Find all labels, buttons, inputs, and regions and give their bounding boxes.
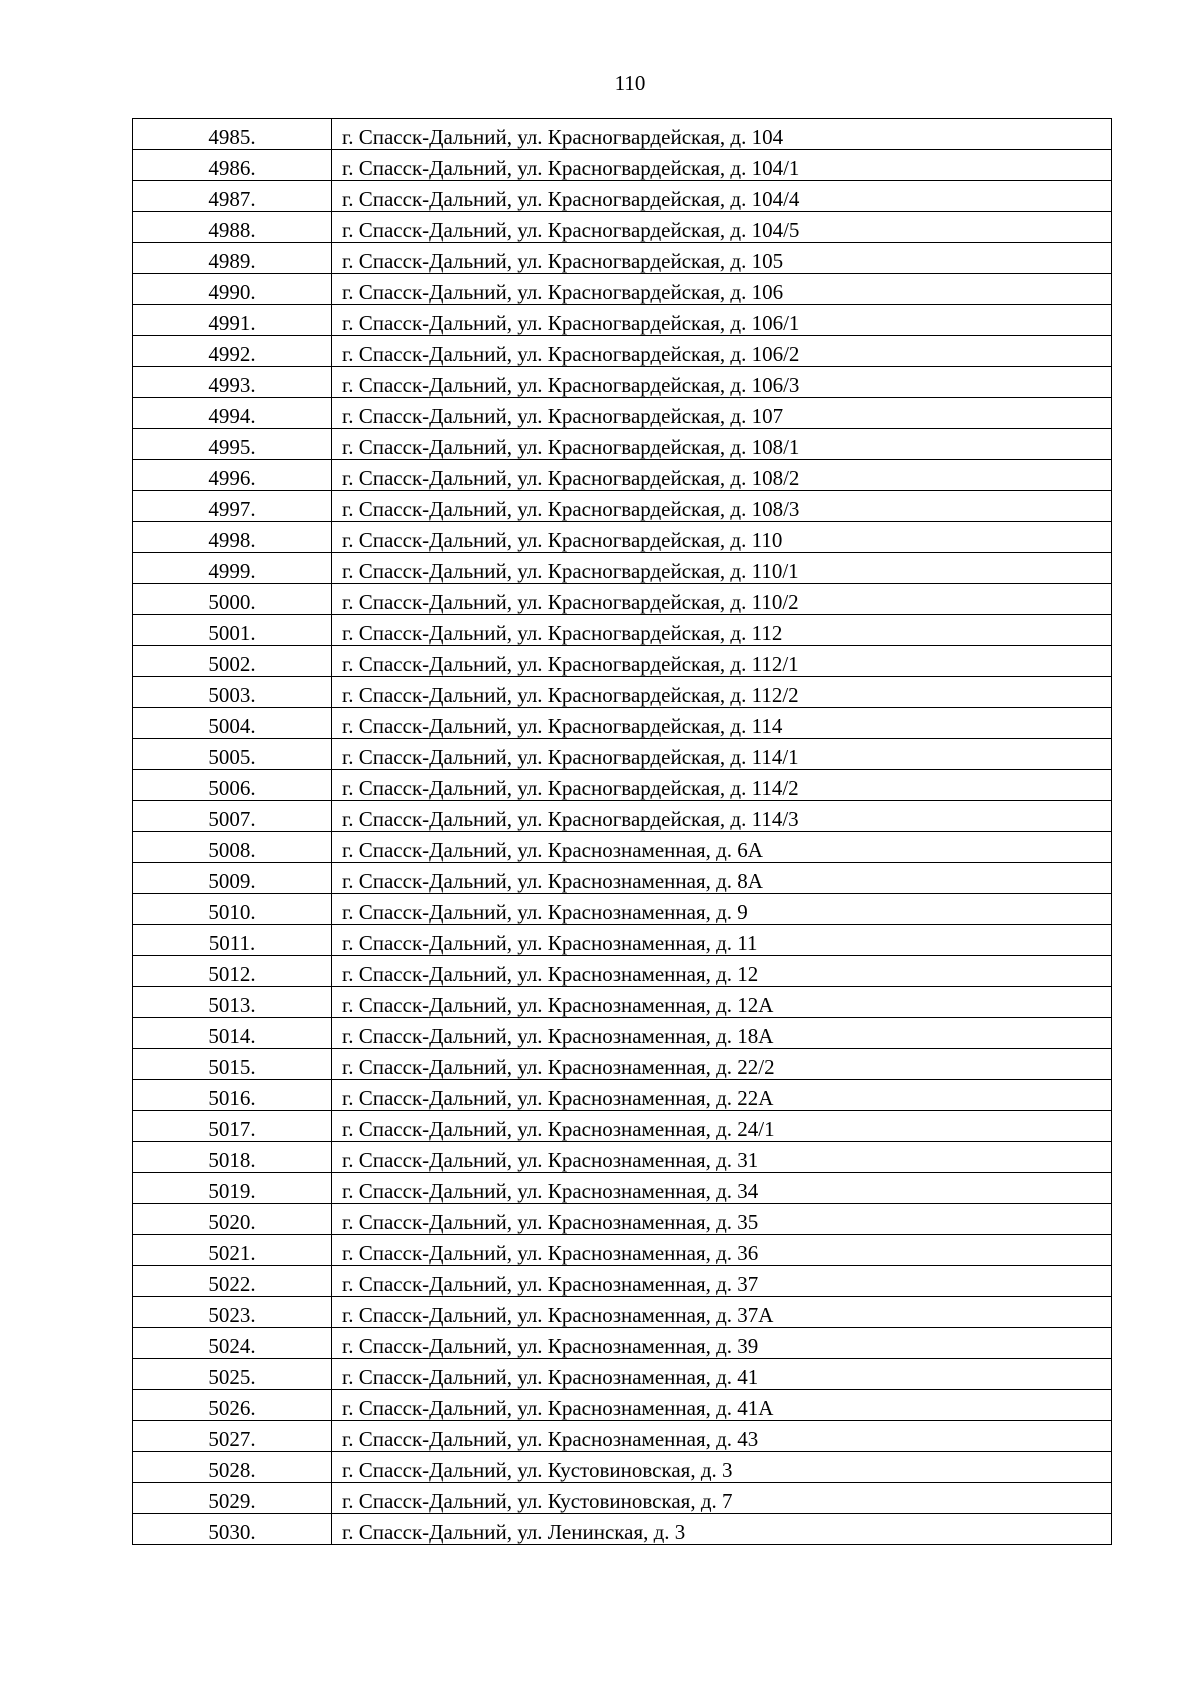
table-row [133, 491, 1112, 522]
row-number-cell: 4988. [133, 212, 332, 243]
address-cell: г. Спасск-Дальний, ул. Красногвардейская, д. 112 [332, 615, 1112, 646]
address-cell: г. Спасск-Дальний, ул. Красногвардейская, д. 114 [332, 708, 1112, 739]
row-number-cell: 5028. [133, 1452, 332, 1483]
table-row [133, 212, 1112, 243]
table-row [133, 894, 1112, 925]
address-cell: г. Спасск-Дальний, ул. Красногвардейская, д. 106/2 [332, 336, 1112, 367]
address-cell: г. Спасск-Дальний, ул. Красногвардейская, д. 106/3 [332, 367, 1112, 398]
address-cell: г. Спасск-Дальний, ул. Красногвардейская, д. 104 [332, 119, 1112, 150]
row-number-cell: 4991. [133, 305, 332, 336]
address-cell: г. Спасск-Дальний, ул. Краснознаменная, д. 8А [332, 863, 1112, 894]
row-number-cell: 5014. [133, 1018, 332, 1049]
table-row [133, 398, 1112, 429]
address-cell: г. Спасск-Дальний, ул. Красногвардейская, д. 104/4 [332, 181, 1112, 212]
table-row [133, 1297, 1112, 1328]
address-cell: г. Спасск-Дальний, ул. Краснознаменная, д. 36 [332, 1235, 1112, 1266]
address-cell: г. Спасск-Дальний, ул. Красногвардейская, д. 114/3 [332, 801, 1112, 832]
address-cell: г. Спасск-Дальний, ул. Красногвардейская, д. 114/2 [332, 770, 1112, 801]
table-row [133, 553, 1112, 584]
table-row [133, 801, 1112, 832]
table-row [133, 1483, 1112, 1514]
address-cell: г. Спасск-Дальний, ул. Краснознаменная, д. 24/1 [332, 1111, 1112, 1142]
address-cell: г. Спасск-Дальний, ул. Красногвардейская, д. 106 [332, 274, 1112, 305]
address-cell: г. Спасск-Дальний, ул. Красногвардейская, д. 112/1 [332, 646, 1112, 677]
table-row [133, 243, 1112, 274]
address-table [132, 118, 1112, 1545]
table-row [133, 1111, 1112, 1142]
row-number-cell: 5012. [133, 956, 332, 987]
row-number-cell: 5000. [133, 584, 332, 615]
table-row [133, 708, 1112, 739]
row-number-cell: 5030. [133, 1514, 332, 1545]
table-row [133, 863, 1112, 894]
address-cell: г. Спасск-Дальний, ул. Краснознаменная, д. 6А [332, 832, 1112, 863]
row-number-cell: 5010. [133, 894, 332, 925]
address-cell: г. Спасск-Дальний, ул. Краснознаменная, д. 11 [332, 925, 1112, 956]
row-number-cell: 4994. [133, 398, 332, 429]
address-cell: г. Спасск-Дальний, ул. Краснознаменная, д. 41 [332, 1359, 1112, 1390]
table-row [133, 1142, 1112, 1173]
row-number-cell: 5013. [133, 987, 332, 1018]
address-cell: г. Спасск-Дальний, ул. Краснознаменная, д. 12А [332, 987, 1112, 1018]
row-number-cell: 5007. [133, 801, 332, 832]
table-row [133, 956, 1112, 987]
row-number-cell: 5002. [133, 646, 332, 677]
row-number-cell: 4992. [133, 336, 332, 367]
address-cell: г. Спасск-Дальний, ул. Краснознаменная, д. 22/2 [332, 1049, 1112, 1080]
row-number-cell: 5029. [133, 1483, 332, 1514]
row-number-cell: 4985. [133, 119, 332, 150]
table-row [133, 150, 1112, 181]
row-number-cell: 5025. [133, 1359, 332, 1390]
address-cell: г. Спасск-Дальний, ул. Краснознаменная, д. 9 [332, 894, 1112, 925]
row-number-cell: 4995. [133, 429, 332, 460]
table-row [133, 1328, 1112, 1359]
row-number-cell: 4997. [133, 491, 332, 522]
table-row [133, 460, 1112, 491]
row-number-cell: 4996. [133, 460, 332, 491]
address-cell: г. Спасск-Дальний, ул. Краснознаменная, д. 39 [332, 1328, 1112, 1359]
row-number-cell: 5020. [133, 1204, 332, 1235]
address-cell: г. Спасск-Дальний, ул. Ленинская, д. 3 [332, 1514, 1112, 1545]
table-row [133, 367, 1112, 398]
table-row [133, 274, 1112, 305]
address-cell: г. Спасск-Дальний, ул. Краснознаменная, д. 35 [332, 1204, 1112, 1235]
address-cell: г. Спасск-Дальний, ул. Краснознаменная, д. 12 [332, 956, 1112, 987]
row-number-cell: 4989. [133, 243, 332, 274]
address-cell: г. Спасск-Дальний, ул. Кустовиновская, д. 7 [332, 1483, 1112, 1514]
address-cell: г. Спасск-Дальний, ул. Красногвардейская, д. 114/1 [332, 739, 1112, 770]
table-row [133, 615, 1112, 646]
row-number-cell: 4993. [133, 367, 332, 398]
address-cell: г. Спасск-Дальний, ул. Краснознаменная, д. 31 [332, 1142, 1112, 1173]
row-number-cell: 5008. [133, 832, 332, 863]
table-row [133, 1452, 1112, 1483]
row-number-cell: 5009. [133, 863, 332, 894]
row-number-cell: 4990. [133, 274, 332, 305]
address-table-body [133, 119, 1112, 1545]
address-cell: г. Спасск-Дальний, ул. Красногвардейская, д. 108/3 [332, 491, 1112, 522]
address-cell: г. Спасск-Дальний, ул. Краснознаменная, д. 18А [332, 1018, 1112, 1049]
address-cell: г. Спасск-Дальний, ул. Красногвардейская, д. 104/1 [332, 150, 1112, 181]
row-number-cell: 4999. [133, 553, 332, 584]
row-number-cell: 5024. [133, 1328, 332, 1359]
table-row [133, 677, 1112, 708]
table-row [133, 119, 1112, 150]
table-row [133, 1359, 1112, 1390]
table-row [133, 987, 1112, 1018]
row-number-cell: 5027. [133, 1421, 332, 1452]
row-number-cell: 5017. [133, 1111, 332, 1142]
row-number-cell: 5011. [133, 925, 332, 956]
address-cell: г. Спасск-Дальний, ул. Красногвардейская, д. 105 [332, 243, 1112, 274]
table-row [133, 429, 1112, 460]
table-row [133, 336, 1112, 367]
table-row [133, 832, 1112, 863]
table-row [133, 925, 1112, 956]
row-number-cell: 5023. [133, 1297, 332, 1328]
address-cell: г. Спасск-Дальний, ул. Краснознаменная, д. 37А [332, 1297, 1112, 1328]
table-row [133, 1235, 1112, 1266]
table-row [133, 770, 1112, 801]
table-row [133, 305, 1112, 336]
address-cell: г. Спасск-Дальний, ул. Краснознаменная, д. 43 [332, 1421, 1112, 1452]
row-number-cell: 5016. [133, 1080, 332, 1111]
row-number-cell: 5003. [133, 677, 332, 708]
table-row [133, 739, 1112, 770]
row-number-cell: 4986. [133, 150, 332, 181]
table-row [133, 1018, 1112, 1049]
address-cell: г. Спасск-Дальний, ул. Красногвардейская, д. 106/1 [332, 305, 1112, 336]
page-number: 110 [614, 71, 646, 95]
address-cell: г. Спасск-Дальний, ул. Красногвардейская, д. 108/2 [332, 460, 1112, 491]
table-row [133, 1173, 1112, 1204]
row-number-cell: 5026. [133, 1390, 332, 1421]
address-cell: г. Спасск-Дальний, ул. Красногвардейская, д. 112/2 [332, 677, 1112, 708]
row-number-cell: 5015. [133, 1049, 332, 1080]
address-cell: г. Спасск-Дальний, ул. Краснознаменная, д. 34 [332, 1173, 1112, 1204]
table-row [133, 1266, 1112, 1297]
address-cell: г. Спасск-Дальний, ул. Красногвардейская, д. 110/1 [332, 553, 1112, 584]
address-cell: г. Спасск-Дальний, ул. Красногвардейская, д. 107 [332, 398, 1112, 429]
address-cell: г. Спасск-Дальний, ул. Красногвардейская, д. 108/1 [332, 429, 1112, 460]
table-row [133, 1421, 1112, 1452]
address-cell: г. Спасск-Дальний, ул. Кустовиновская, д. 3 [332, 1452, 1112, 1483]
address-cell: г. Спасск-Дальний, ул. Красногвардейская, д. 110 [332, 522, 1112, 553]
table-row [133, 1390, 1112, 1421]
row-number-cell: 4987. [133, 181, 332, 212]
row-number-cell: 5001. [133, 615, 332, 646]
row-number-cell: 5022. [133, 1266, 332, 1297]
row-number-cell: 5005. [133, 739, 332, 770]
row-number-cell: 4998. [133, 522, 332, 553]
row-number-cell: 5006. [133, 770, 332, 801]
table-row [133, 1204, 1112, 1235]
address-cell: г. Спасск-Дальний, ул. Краснознаменная, д. 22А [332, 1080, 1112, 1111]
address-cell: г. Спасск-Дальний, ул. Краснознаменная, д. 41А [332, 1390, 1112, 1421]
address-cell: г. Спасск-Дальний, ул. Красногвардейская, д. 110/2 [332, 584, 1112, 615]
table-row [133, 584, 1112, 615]
table-row [133, 1514, 1112, 1545]
table-row [133, 1080, 1112, 1111]
address-cell: г. Спасск-Дальний, ул. Красногвардейская, д. 104/5 [332, 212, 1112, 243]
table-row [133, 1049, 1112, 1080]
table-row [133, 522, 1112, 553]
table-row [133, 181, 1112, 212]
address-cell: г. Спасск-Дальний, ул. Краснознаменная, д. 37 [332, 1266, 1112, 1297]
table-row [133, 646, 1112, 677]
row-number-cell: 5021. [133, 1235, 332, 1266]
row-number-cell: 5018. [133, 1142, 332, 1173]
row-number-cell: 5004. [133, 708, 332, 739]
row-number-cell: 5019. [133, 1173, 332, 1204]
